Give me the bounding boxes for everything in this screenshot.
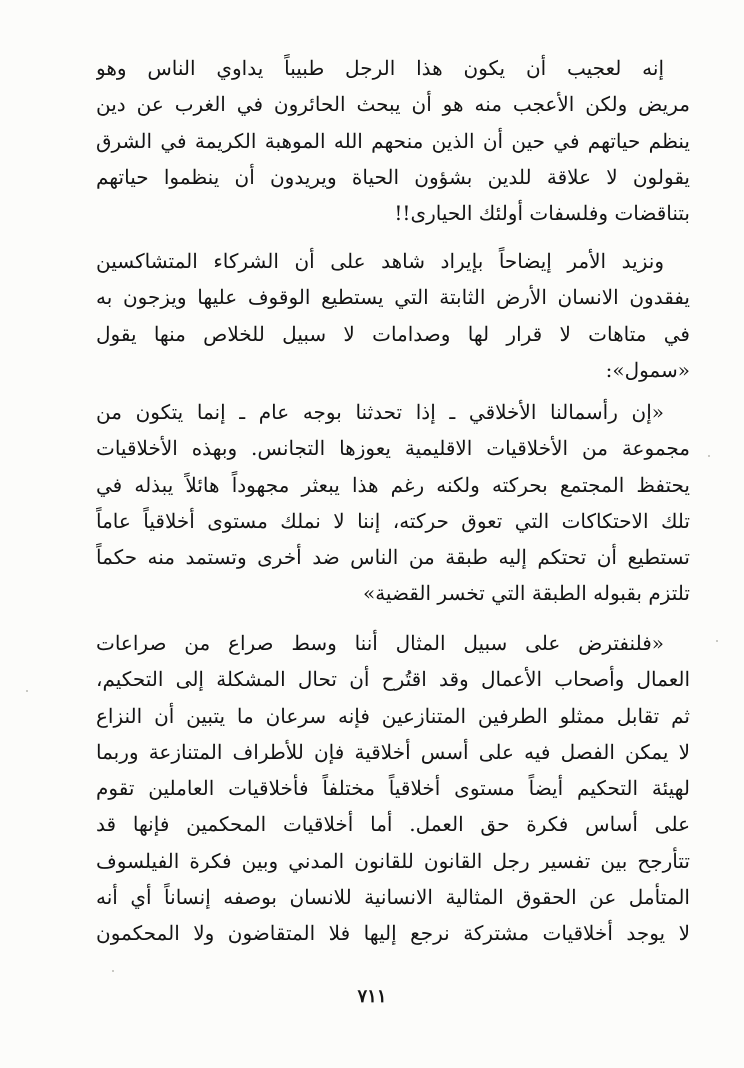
page-number: ٧١١ [357, 986, 387, 1007]
text-line: يقولون لا علاقة للدين بشؤون الحياة ويريدون أن ينظموا حياتهم [96, 164, 690, 189]
quote-paragraph-1 [96, 394, 690, 612]
paper-speck [112, 970, 114, 972]
text-line: المتأمل عن الحقوق المثالية الانسانية للانسان بوصفه إنساناً أي أنه [96, 885, 690, 910]
text-line: مريض ولكن الأعجب منه هو أن يبحث الحائرون في الغرب عن دين [96, 92, 690, 117]
text-line: يحتفظ المجتمع بحركته ولكنه رغم هذا يبعثر مجهوداً هائلاً يبذله في [96, 472, 690, 497]
paper-speck [716, 640, 718, 642]
paper-speck [708, 455, 710, 457]
text-line: «سمول»: [605, 357, 690, 382]
text-line: إنه لعجيب أن يكون هذا الرجل طبيباً يداوي الناس وهو [96, 56, 664, 80]
paragraph-2 [96, 243, 690, 388]
paragraph-1 [96, 50, 690, 231]
text-line: «إن رأسمالنا الأخلاقي ـ إذا تحدثنا بوجه عام ـ إنما يتكون من [96, 400, 664, 424]
text-line: في متاهات لا قرار لها وصدامات لا سبيل للخلاص منها يقول [96, 321, 690, 346]
text-line: مجموعة من الأخلاقيات الاقليمية يعوزها التجانس. وبهذه الأخلاقيات [96, 436, 690, 461]
text-line: تلتزم بقبوله الطبقة التي تخسر القضية» [362, 581, 690, 606]
text-line: يفقدون الانسان الأرض الثابتة التي يستطيع الوقوف عليها ويزجون به [96, 285, 690, 310]
text-line: ينظم حياتهم في حين أن الذين منحهم الله الموهبة الكريمة في الشرق [96, 128, 690, 153]
text-line: تستطيع أن تحتكم إليه طبقة من الناس ضد أخرى وتستمد منه حكماً [96, 545, 690, 570]
text-line: العمال وأصحاب الأعمال وقد اقتُرح أن تحال المشكلة إلى التحكيم، [96, 667, 690, 692]
quote-paragraph-2 [96, 625, 690, 952]
paper-speck [26, 690, 28, 692]
text-line: ثم تقابل ممثلو الطرفين المتنازعين فإنه سرعان ما يتبين أن النزاع [96, 703, 690, 728]
text-line: على أساس فكرة حق العمل. أما أخلاقيات المحكمين فإنها قد [96, 812, 690, 837]
text-line: ونزيد الأمر إيضاحاً بإيراد شاهد على أن الشركاء المتشاكسين [96, 249, 664, 273]
text-line: بتناقضات وفلسفات أولئك الحيارى!! [394, 201, 690, 226]
text-line: لهيئة التحكيم أيضاً مستوى أخلاقياً مختلفاً فأخلاقيات العاملين تقوم [96, 776, 690, 801]
text-line: تتأرجح بين تفسير رجل القانون للقانون المدني وبين فكرة الفيلسوف [96, 848, 690, 873]
text-line: «فلنفترض على سبيل المثال أننا وسط صراع من صراعات [96, 631, 664, 655]
text-line: تلك الاحتكاكات التي تعوق حركته، إننا لا نملك مستوى أخلاقياً عاماً [96, 508, 690, 533]
text-line: لا يوجد أخلاقيات مشتركة نرجع إليها فلا المتقاضون ولا المحكمون [96, 921, 690, 946]
text-line: لا يمكن الفصل فيه على أسس أخلاقية فإن للأطراف المتنازعة وربما [96, 739, 690, 764]
